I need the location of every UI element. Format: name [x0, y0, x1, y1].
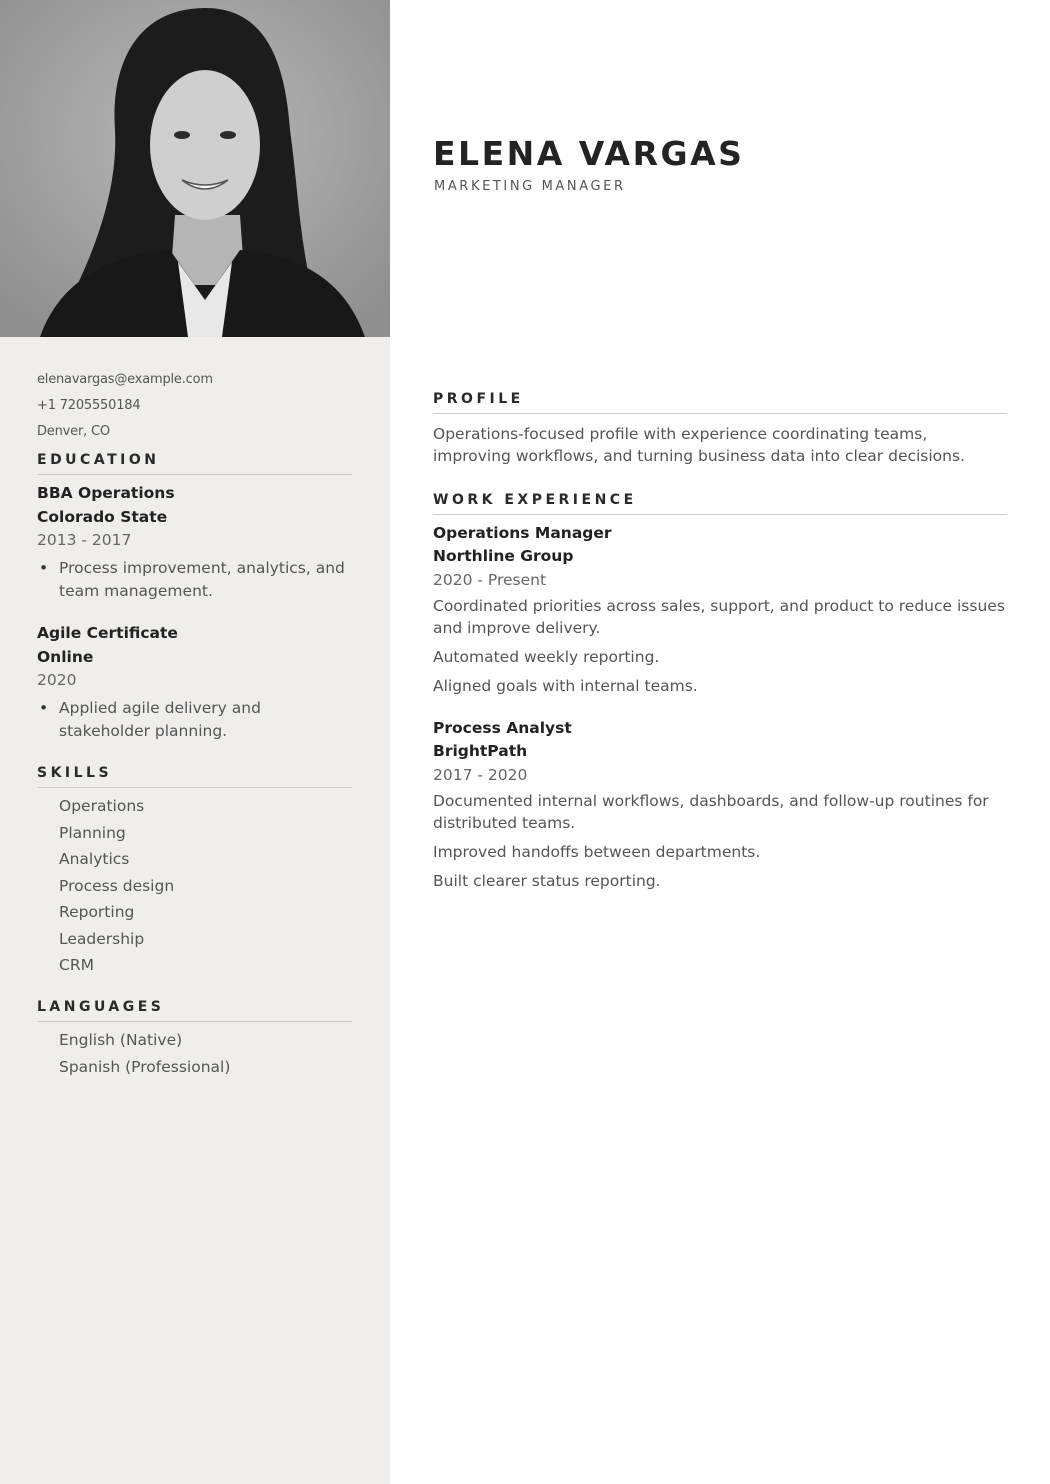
skill-item: Leadership [59, 929, 145, 948]
languages-heading: LANGUAGES [37, 999, 165, 1015]
section-divider [37, 474, 352, 475]
section-divider [433, 413, 1007, 414]
education-section [37, 452, 352, 743]
job-title: Process Analyst [433, 719, 572, 737]
job-dates: 2017 - 2020 [433, 766, 528, 784]
language-item: Spanish (Professional) [59, 1057, 231, 1076]
job-detail: Aligned goals with internal teams. [433, 677, 698, 695]
education-dates: 2020 [37, 671, 77, 689]
job-entry [433, 717, 1007, 892]
location-text: Denver, CO [37, 424, 110, 439]
section-divider [37, 1021, 352, 1022]
candidate-role: MARKETING MANAGER [434, 179, 626, 194]
job-entry [433, 522, 1007, 697]
education-bullet [37, 557, 352, 603]
school-name: Colorado State [37, 508, 168, 526]
phone-text[interactable]: +1 7205550184 [37, 398, 141, 413]
education-entry [37, 621, 352, 743]
language-item: English (Native) [59, 1031, 183, 1049]
skill-item: Operations [59, 797, 145, 815]
job-company: BrightPath [433, 742, 528, 760]
email-text[interactable]: elenavargas@example.com [37, 372, 213, 387]
section-divider [433, 514, 1007, 515]
job-detail: Improved handoffs between departments. [433, 843, 761, 861]
profile-text: Operations-focused profile with experience coordinating teams, improving workflows, and turning business data into clear decisions. [433, 425, 965, 465]
experience-heading: WORK EXPERIENCE [433, 492, 637, 508]
languages-list [37, 1027, 352, 1080]
skill-item: Process design [59, 876, 175, 895]
school-name: Online [37, 648, 94, 666]
skill-item: Analytics [59, 850, 130, 868]
education-entry [37, 481, 352, 603]
section-divider [37, 787, 352, 788]
skills-list [37, 793, 352, 979]
bullet-icon: • [39, 699, 49, 717]
sidebar [0, 0, 390, 1484]
contact-info [37, 370, 357, 448]
skill-item: Reporting [59, 903, 135, 921]
profile-section [433, 391, 1007, 467]
skill-item: Planning [59, 823, 126, 842]
candidate-name: ELENA VARGAS [433, 134, 745, 173]
bullet-icon: • [39, 559, 49, 577]
profile-heading: PROFILE [433, 391, 524, 407]
education-dates: 2013 - 2017 [37, 531, 132, 549]
job-company: Northline Group [433, 547, 574, 565]
profile-photo [0, 0, 390, 337]
skill-item: CRM [59, 956, 94, 974]
job-dates: 2020 - Present [433, 571, 547, 589]
job-description: Documented internal workflows, dashboards, and follow-up routines for distributed teams. [433, 792, 989, 832]
skills-section [37, 765, 352, 979]
bullet-text: Process improvement, analytics, and team management. [59, 559, 345, 600]
job-detail: Built clearer status reporting. [433, 872, 661, 890]
education-bullet [37, 697, 352, 743]
skills-heading: SKILLS [37, 765, 113, 781]
experience-section [433, 492, 1007, 892]
degree-name: Agile Certificate [37, 624, 178, 642]
bullet-text: Applied agile delivery and stakeholder planning. [59, 699, 261, 740]
job-title: Operations Manager [433, 524, 612, 542]
portrait-illustration [0, 0, 390, 337]
job-detail: Automated weekly reporting. [433, 648, 660, 666]
languages-section [37, 999, 352, 1080]
job-description: Coordinated priorities across sales, support, and product to reduce issues and improve delivery. [433, 597, 1005, 637]
degree-name: BBA Operations [37, 484, 175, 502]
education-heading: EDUCATION [37, 452, 160, 468]
